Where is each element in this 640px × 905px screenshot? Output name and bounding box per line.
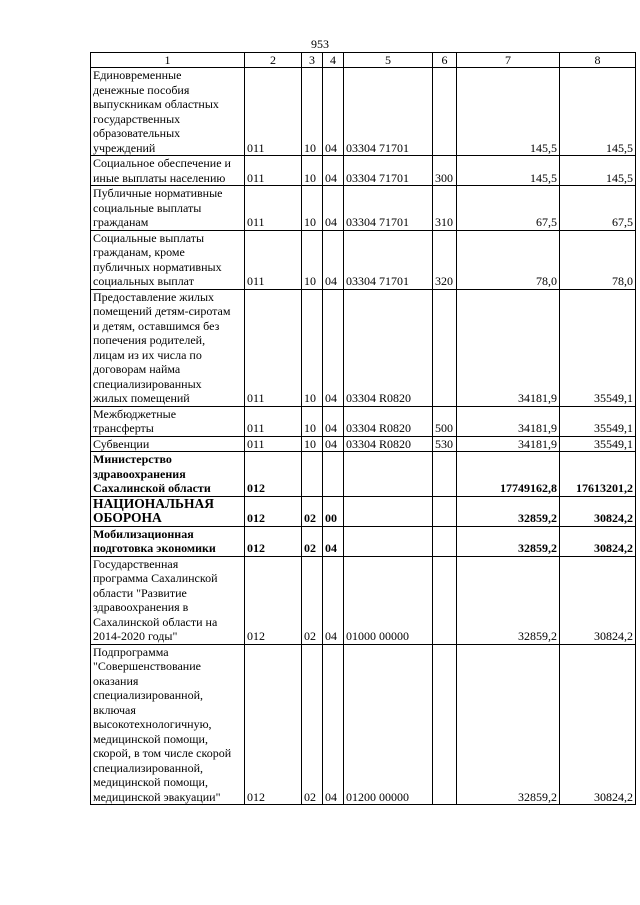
section-code: 10 <box>302 436 323 452</box>
section-code: 10 <box>302 68 323 156</box>
expense-type-code <box>433 496 457 526</box>
expense-name <box>91 406 245 436</box>
expense-name-line: "Совершенствование <box>93 659 201 673</box>
expense-name-line: Субвенции <box>93 436 150 451</box>
amount-col8: 35549,1 <box>560 406 636 436</box>
table-row <box>91 68 636 156</box>
expense-name <box>91 556 245 644</box>
expense-name-line: здравоохранения в <box>93 600 189 614</box>
expense-name-line: области "Развитие <box>93 585 187 600</box>
expense-name-line: публичных нормативных <box>93 259 222 274</box>
expense-name-line: гражданам, кроме <box>93 245 185 259</box>
expense-name-line: иные выплаты населению <box>93 170 226 185</box>
expense-type-code <box>433 68 457 156</box>
expense-type-code <box>433 556 457 644</box>
ministry-code: 012 <box>245 556 302 644</box>
ministry-code: 011 <box>245 406 302 436</box>
expense-name-line: выпускникам областных <box>93 97 219 111</box>
expense-name <box>91 68 245 156</box>
section-code: 10 <box>302 230 323 289</box>
expense-name-line: Сахалинской области на <box>93 614 218 629</box>
expense-name-line: помещений детям-сиротам <box>93 304 231 318</box>
expense-name-line: НАЦИОНАЛЬНАЯ <box>93 496 214 511</box>
expense-name-line: специализированной, <box>93 760 204 775</box>
section-code: 10 <box>302 406 323 436</box>
expense-name <box>91 526 245 556</box>
table-row <box>91 289 636 406</box>
expense-type-code: 530 <box>433 436 457 452</box>
expense-name-line: медицинской помощи, <box>93 775 208 789</box>
subsection-code: 04 <box>323 289 344 406</box>
expense-name-line: государственных <box>93 111 181 126</box>
amount-col8: 145,5 <box>560 68 636 156</box>
amount-col8: 30824,2 <box>560 644 636 805</box>
ministry-code: 012 <box>245 452 302 497</box>
column-number: 8 <box>560 53 636 68</box>
section-code: 02 <box>302 556 323 644</box>
target-article-code: 03304 71701 <box>344 186 433 231</box>
expense-name-line: Мобилизационная <box>93 526 194 541</box>
subsection-code: 04 <box>323 526 344 556</box>
amount-col8: 145,5 <box>560 156 636 186</box>
subsection-code <box>323 452 344 497</box>
target-article-code: 03304 R0820 <box>344 406 433 436</box>
expense-name-line: медицинской помощи, <box>93 731 208 746</box>
amount-col7: 34181,9 <box>457 406 560 436</box>
expense-name-line: социальных выплат <box>93 274 194 288</box>
subsection-code: 04 <box>323 156 344 186</box>
expense-name-line: денежные пособия <box>93 82 190 97</box>
table-row <box>91 186 636 231</box>
expense-name-line: Подпрограмма <box>93 644 169 659</box>
expense-name-line: оказания <box>93 673 139 688</box>
ministry-code: 011 <box>245 68 302 156</box>
budget-table <box>90 52 636 805</box>
amount-col7: 145,5 <box>457 68 560 156</box>
amount-col7: 34181,9 <box>457 289 560 406</box>
amount-col7: 32859,2 <box>457 644 560 805</box>
section-code <box>302 452 323 497</box>
expense-name <box>91 156 245 186</box>
expense-name-line: высокотехнологичную, <box>93 717 212 731</box>
target-article-code: 01000 00000 <box>344 556 433 644</box>
amount-col8: 35549,1 <box>560 289 636 406</box>
column-number: 1 <box>91 53 245 68</box>
expense-name-line: Публичные нормативные <box>93 186 223 200</box>
column-number: 6 <box>433 53 457 68</box>
amount-col7: 17749162,8 <box>457 452 560 497</box>
table-header-row <box>91 53 636 68</box>
amount-col8: 30824,2 <box>560 496 636 526</box>
expense-type-code: 310 <box>433 186 457 231</box>
subsection-code: 04 <box>323 68 344 156</box>
expense-name-line: Межбюджетные <box>93 406 177 421</box>
expense-name-line: Социальное обеспечение и <box>93 156 231 170</box>
expense-name-line: и детям, оставшимся без <box>93 318 220 333</box>
ministry-code: 011 <box>245 289 302 406</box>
amount-col8: 35549,1 <box>560 436 636 452</box>
amount-col7: 34181,9 <box>457 436 560 452</box>
amount-col7: 145,5 <box>457 156 560 186</box>
ministry-code: 012 <box>245 496 302 526</box>
column-number: 4 <box>323 53 344 68</box>
expense-name <box>91 289 245 406</box>
expense-type-code <box>433 644 457 805</box>
table-row <box>91 644 636 805</box>
expense-type-code <box>433 526 457 556</box>
target-article-code: 01200 00000 <box>344 644 433 805</box>
expense-name-line: программа Сахалинской <box>93 571 218 585</box>
table-row <box>91 230 636 289</box>
expense-name-line: специализированных <box>93 376 202 391</box>
column-number: 7 <box>457 53 560 68</box>
amount-col7: 32859,2 <box>457 526 560 556</box>
expense-name-line: жилых помещений <box>93 391 190 405</box>
expense-name-line: ОБОРОНА <box>93 510 162 525</box>
expense-name-line: специализированной, <box>93 688 204 702</box>
expense-type-code <box>433 452 457 497</box>
target-article-code <box>344 452 433 497</box>
target-article-code: 03304 R0820 <box>344 289 433 406</box>
expense-name-line: медицинской эвакуации" <box>93 789 221 804</box>
subsection-code: 04 <box>323 406 344 436</box>
amount-col7: 78,0 <box>457 230 560 289</box>
subsection-code: 04 <box>323 556 344 644</box>
expense-type-code: 300 <box>433 156 457 186</box>
subsection-code: 04 <box>323 436 344 452</box>
ministry-code: 012 <box>245 526 302 556</box>
amount-col8: 78,0 <box>560 230 636 289</box>
column-number: 2 <box>245 53 302 68</box>
amount-col7: 32859,2 <box>457 496 560 526</box>
expense-name <box>91 186 245 231</box>
expense-name-line: трансферты <box>93 421 154 435</box>
ministry-code: 012 <box>245 644 302 805</box>
table-row <box>91 556 636 644</box>
target-article-code <box>344 496 433 526</box>
expense-name-line: образовательных <box>93 126 181 140</box>
target-article-code: 03304 R0820 <box>344 436 433 452</box>
section-code: 10 <box>302 186 323 231</box>
ministry-code: 011 <box>245 186 302 231</box>
expense-name-line: Министерство <box>93 452 172 466</box>
expense-type-code <box>433 289 457 406</box>
table-row <box>91 436 636 452</box>
ministry-code: 011 <box>245 436 302 452</box>
subsection-code: 00 <box>323 496 344 526</box>
amount-col8: 67,5 <box>560 186 636 231</box>
expense-type-code: 500 <box>433 406 457 436</box>
expense-name-line: Государственная <box>93 556 179 571</box>
section-code: 02 <box>302 496 323 526</box>
expense-name <box>91 436 245 452</box>
table-row <box>91 452 636 497</box>
expense-name-line: 2014-2020 годы" <box>93 629 178 643</box>
target-article-code: 03304 71701 <box>344 156 433 186</box>
section-code: 02 <box>302 526 323 556</box>
expense-name-line: включая <box>93 702 136 717</box>
table-row <box>91 526 636 556</box>
subsection-code: 04 <box>323 230 344 289</box>
page-number: 953 <box>311 37 329 51</box>
expense-name <box>91 496 245 526</box>
amount-col8: 30824,2 <box>560 526 636 556</box>
column-number: 3 <box>302 53 323 68</box>
column-number: 5 <box>344 53 433 68</box>
expense-name-line: Социальные выплаты <box>93 230 205 245</box>
section-code: 10 <box>302 289 323 406</box>
expense-type-code: 320 <box>433 230 457 289</box>
subsection-code: 04 <box>323 644 344 805</box>
expense-name-line: подготовка экономики <box>93 541 216 555</box>
expense-name-line: социальные выплаты <box>93 200 202 215</box>
table-row <box>91 406 636 436</box>
expense-name-line: Единовременные <box>93 68 182 82</box>
section-code: 02 <box>302 644 323 805</box>
expense-name-line: попечения родителей, <box>93 333 206 347</box>
amount-col8: 17613201,2 <box>560 452 636 497</box>
expense-name-line: лицам из их числа по <box>93 347 202 362</box>
expense-name <box>91 644 245 805</box>
expense-name-line: скорой, в том числе скорой <box>93 746 232 760</box>
expense-name-line: гражданам <box>93 215 149 229</box>
expense-name <box>91 452 245 497</box>
table-row <box>91 156 636 186</box>
expense-name-line: учреждений <box>93 140 156 155</box>
section-code: 10 <box>302 156 323 186</box>
expense-name-line: Предоставление жилых <box>93 289 215 304</box>
expense-name <box>91 230 245 289</box>
target-article-code: 03304 71701 <box>344 230 433 289</box>
expense-name-line: Сахалинской области <box>93 481 211 495</box>
ministry-code: 011 <box>245 230 302 289</box>
target-article-code: 03304 71701 <box>344 68 433 156</box>
amount-col7: 67,5 <box>457 186 560 231</box>
expense-name-line: здравоохранения <box>93 466 186 481</box>
amount-col8: 30824,2 <box>560 556 636 644</box>
target-article-code <box>344 526 433 556</box>
amount-col7: 32859,2 <box>457 556 560 644</box>
table-row <box>91 496 636 526</box>
expense-name-line: договорам найма <box>93 362 181 376</box>
ministry-code: 011 <box>245 156 302 186</box>
subsection-code: 04 <box>323 186 344 231</box>
